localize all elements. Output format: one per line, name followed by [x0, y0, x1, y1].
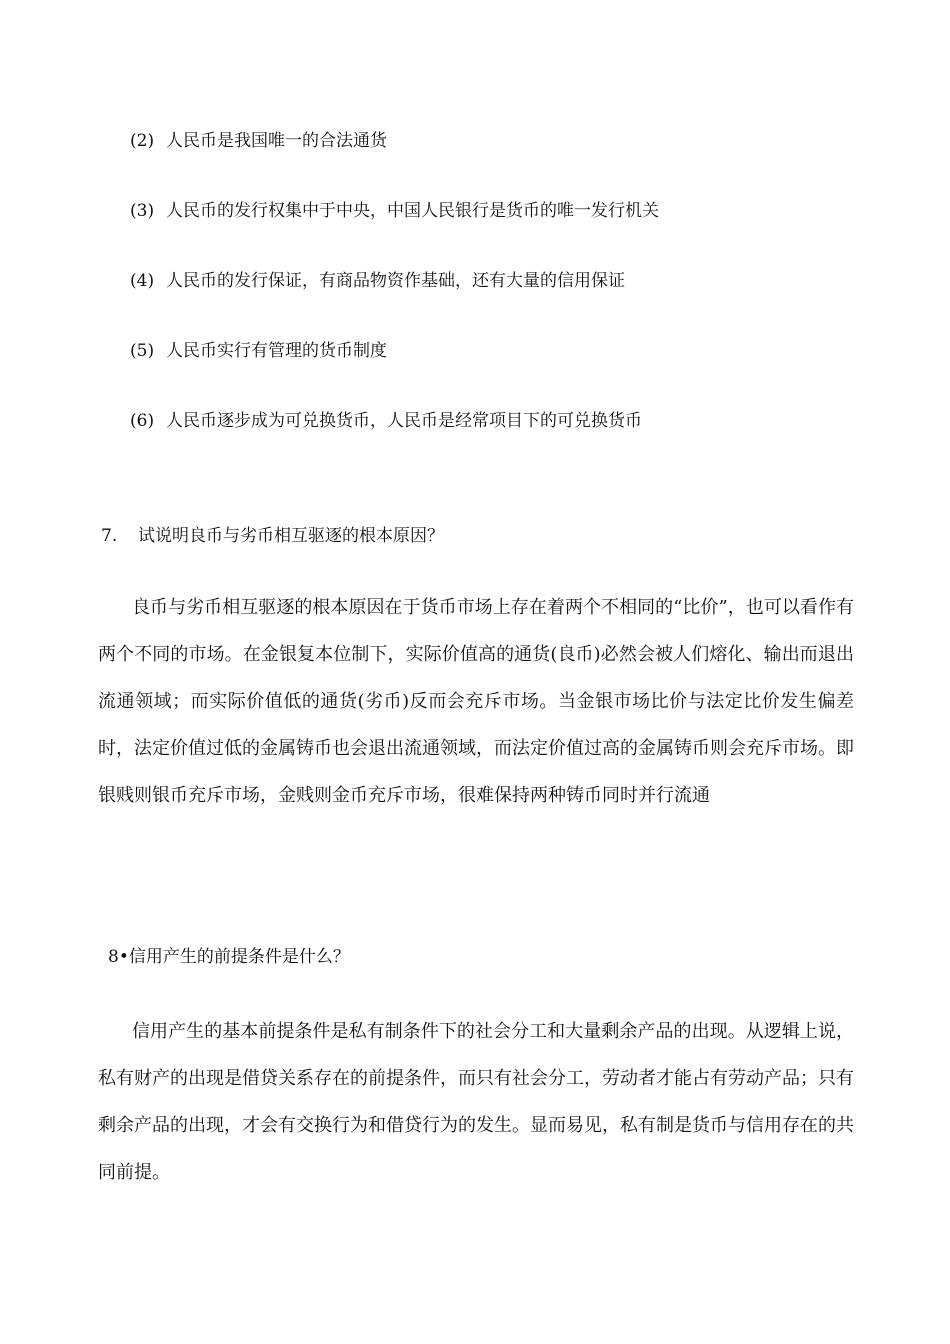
question-title: 试说明良币与劣币相互驱逐的根本原因？ [138, 526, 444, 546]
question-8-answer: 信用产生的基本前提条件是私有制条件下的社会分工和大量剩余产品的出现。从逻辑上说，私有财产的出现是借贷关系存在的前提条件，而只有社会分工，劳动者才能占有劳动产品；只有剩余产品的出现，才会有交换行为和借贷行为的发生。显而易见，私有制是货币与信用存在的共同前提。 [98, 1021, 854, 1183]
question-7-heading [101, 524, 444, 548]
list-item [130, 269, 625, 293]
list-item [130, 199, 659, 223]
list-item-number: (3) [130, 201, 155, 221]
list-item [130, 339, 387, 363]
list-item [130, 409, 642, 433]
list-item-number: (4) [130, 271, 155, 291]
list-item-number: (5) [130, 341, 155, 361]
list-item-text: 人民币逐步成为可兑换货币，人民币是经常项目下的可兑换货币 [166, 411, 642, 431]
list-item-text: 人民币是我国唯一的合法通货 [166, 131, 387, 151]
question-number: 7. [101, 526, 118, 546]
question-8-heading: 8•信用产生的前提条件是什么？ [108, 947, 350, 967]
list-item-text: 人民币实行有管理的货币制度 [166, 341, 387, 361]
list-item-text: 人民币的发行保证，有商品物资作基础，还有大量的信用保证 [166, 271, 625, 291]
list-item-number: (6) [130, 411, 155, 431]
list-item-text: 人民币的发行权集中于中央，中国人民银行是货币的唯一发行机关 [166, 201, 659, 221]
list-item [130, 129, 387, 153]
question-7-answer: 良币与劣币相互驱逐的根本原因在于货币市场上存在着两个不相同的“比价”，也可以看作有两个不同的市场。在金银复本位制下，实际价值高的通货(良币)必然会被人们熔化、输出而退出流通领域；而实际价值低的通货(劣币)反而会充斥市场。当金银市场比价与法定比价发生偏差时，法定价值过低的金属铸币也会退出流通领域，而法定价值过高的金属铸币则会充斥市场。即银贱则银币充斥市场，金贱则金币充斥市场，很难保持两种铸币同时并行流通 [98, 597, 854, 806]
list-item-number: (2) [130, 131, 155, 151]
